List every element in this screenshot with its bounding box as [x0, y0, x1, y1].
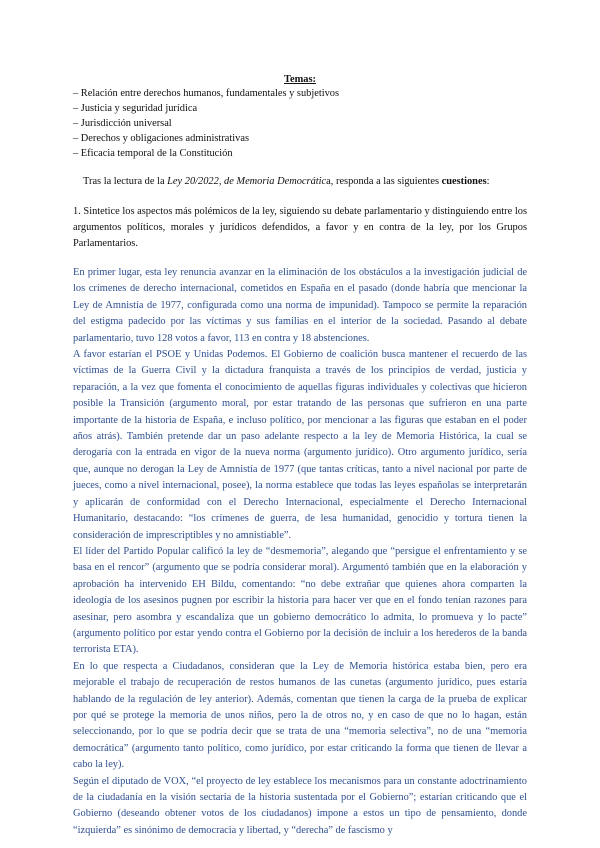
- answer-block: [73, 265, 527, 839]
- answer-paragraph: Según el diputado de VOX, “el proyecto de ley establece los mecanismos para un constante adoctrinamiento de la ciudadanía en la visión sectaria de la historia sustentada por el Gobierno”; estarían criticando que el Gobierno (deseando obtener votos de los ciudadanos) impone a estos un tipo de pensamiento, donde “izquierda” es sinónimo de democracia y libertad, y “derecha” de fascismo y: [73, 775, 527, 836]
- temas-list: [73, 86, 527, 161]
- intro-before: Tras la lectura de la: [83, 176, 168, 187]
- temas-item: – Relación entre derechos humanos, fundamentales y subjetivos: [73, 88, 340, 99]
- temas-item: – Derechos y obligaciones administrativas: [73, 133, 250, 144]
- answer-paragraph: A favor estarían el PSOE y Unidas Podemos. El Gobierno de coalición busca mantener el recuerdo de las víctimas de la Guerra Civil y la dictadura franquista a través de los principios de verdad, justicia y reparación, a la vez que fomenta el conocimiento de aquellas figuras individuales y colectivas que hicieron posible la Transición (argumento moral, por estar tratando de las personas que sufrieron en una parte importante de la historia de España, e incluso político, por mencionar a las figuras que estaban en el poder años atrás). También pretende dar un paso adelante respecto a la ley de Memoria Histórica, la cual se derogaría con la entrada en vigor de la nueva norma (argumento jurídico). Otro argumento jurídico, sería que, aunque no derogan la Ley de Amnistía de 1977 (que tantas críticas, tanto a nivel nacional por parte de jueces, como a nivel internacional, posee), la norma establece que todas las leyes españolas se interpretarán y aplicarán de conformidad con el Derecho Internacional, especialmente el Derecho Internacional Humanitario, destacando: “los crímenes de guerra, de lesa humanidad, genocidio y tortura tienen la consideración de imprescriptibles y no amnistiable”.: [73, 349, 527, 541]
- question-1: 1. Sintetice los aspectos más polémicos de la ley, siguiendo su debate parlamentario y distinguiendo entre los argumentos políticos, morales y jurídicos defendidos, a favor y en contra de la ley, por los Grupos Parlamentarios.: [73, 206, 527, 249]
- temas-title: Temas:: [284, 74, 316, 85]
- temas-item: – Jurisdicción universal: [73, 118, 172, 129]
- intro-sentence: [73, 175, 527, 189]
- answer-paragraph: En primer lugar, esta ley renuncia avanzar en la eliminación de los obstáculos a la investigación judicial de los crímenes de derecho internacional, cometidos en España en el pasado (donde habría que mencionar la Ley de Amnistía de 1977, configurada como una norma de impunidad). Tampoco se permite la reparación del estigma padecido por las víctimas y sus familias en el interior de la sociedad. Pasando al debate parlamentario, tuvo 128 votos a favor, 113 en contra y 18 abstenciones.: [73, 267, 527, 344]
- intro-bold-word: cuestiones: [441, 176, 487, 187]
- document-content: [73, 73, 527, 839]
- temas-item: – Justicia y seguridad jurídica: [73, 103, 198, 114]
- answer-paragraph: En lo que respecta a Ciudadanos, consideran que la Ley de Memoria histórica estaba bien, pero era mejorable el trabajo de recuperación de restos humanos de las cunetas (argumento jurídico, pues estaría hablando de la regulación de ley anterior). Además, comentan que tienen la carga de la prueba de explicar por qué se protege la memoria de unos niños, pero la de otros no, y en caso de que no lo hagan, están seleccionando, por lo que se podría decir que se trata de una “memoria selectiva”, no de una “memoria democrática” (argumento tanto político, como jurídico, por estar criticando la forma que tienen de llevar a cabo la ley).: [73, 660, 527, 771]
- answer-paragraph: El líder del Partido Popular calificó la ley de “desmemoria”, alegando que “persigue el enfrentamiento y se basa en el rencor” (argumento que se podría considerar moral). Argumentó también que en la elaboración y aprobación ha intervenido EH Bildu, comentando: “no debe extrañar que quienes ahora comparten la ideología de los asesinos pugnen por escribir la historia para hacer ver que en el fondo tenían razones para asesinar, pero asombra y escandaliza que un gobierno democrático lo admita, lo promueva y lo pacte” (argumento político por estar yendo contra el Gobierno por la decisión de incluir a los herederos de la banda terrorista ETA).: [73, 545, 527, 656]
- temas-item: – Eficacia temporal de la Constitución: [73, 148, 233, 159]
- law-title: Ley 20/2022, de Memoria Democrátic: [167, 176, 327, 187]
- intro-end: :: [486, 176, 490, 187]
- intro-after-law: a, responda a las siguientes: [326, 176, 442, 187]
